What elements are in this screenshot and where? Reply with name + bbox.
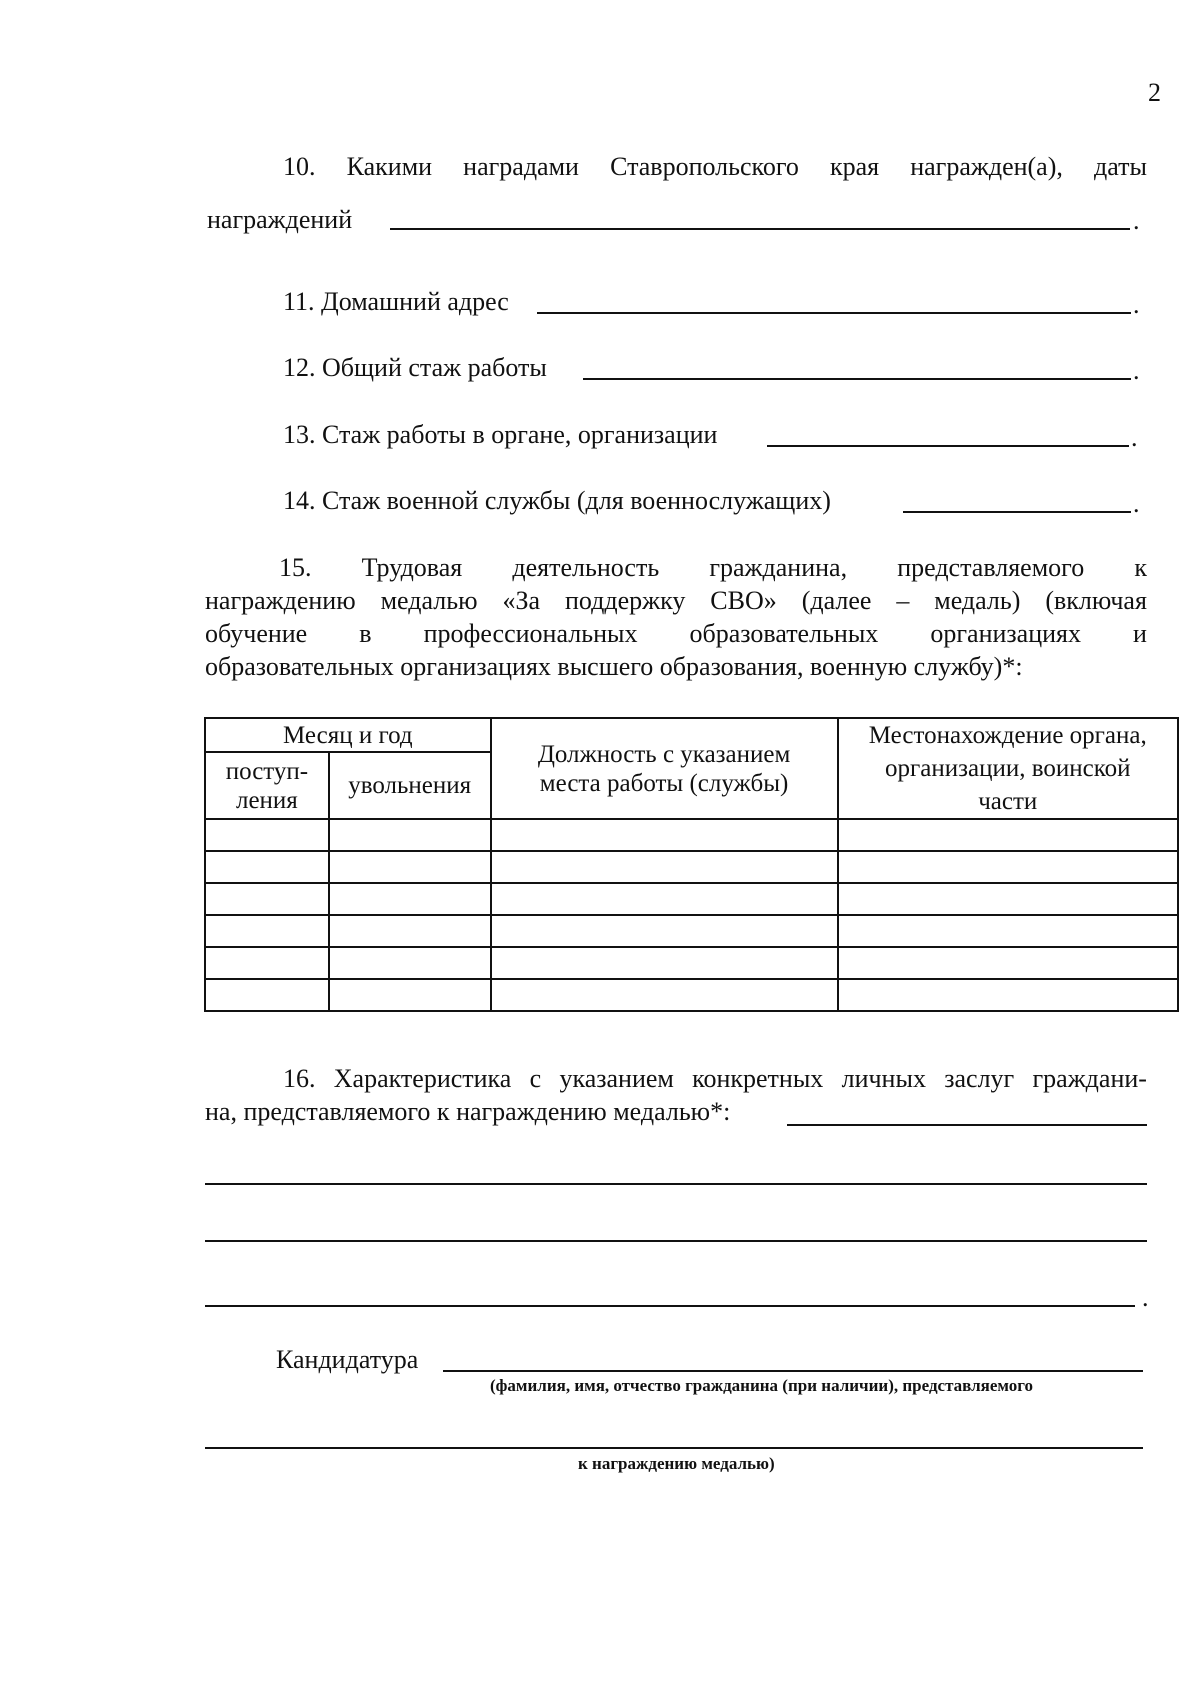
item10-blank[interactable] <box>390 228 1130 230</box>
table-header-row-1 <box>205 718 1178 752</box>
table-cell[interactable] <box>329 819 491 851</box>
item10-word: награжден(а), <box>910 152 1063 181</box>
item16-word: конкретных <box>692 1064 824 1093</box>
table-cell[interactable] <box>205 915 329 947</box>
table-cell[interactable] <box>205 947 329 979</box>
item13-dot: . <box>1131 423 1138 452</box>
table-cell[interactable] <box>491 819 838 851</box>
item15-l2-word: награждению <box>205 586 356 615</box>
item15-l3-word: обучение <box>205 619 308 648</box>
item15-line4: образовательных организациях высшего образования, военную службу)*: <box>205 652 1023 681</box>
table-cell[interactable] <box>205 851 329 883</box>
item10-dot: . <box>1133 206 1140 235</box>
item10-line1 <box>283 152 1147 182</box>
item11-dot: . <box>1133 290 1140 319</box>
item15-line2 <box>205 584 1147 617</box>
candidate-blank-2[interactable] <box>205 1447 1143 1449</box>
item16-word: указанием <box>559 1064 674 1093</box>
item15-l3-word: образовательных <box>689 619 879 648</box>
item15-l2-word: медаль) <box>934 586 1021 615</box>
table-cell[interactable] <box>491 851 838 883</box>
item15-l1-word: к <box>1134 553 1147 582</box>
item15-l1-word: представляемого <box>897 553 1085 582</box>
table-cell[interactable] <box>329 883 491 915</box>
table-cell[interactable] <box>329 915 491 947</box>
item15-l1-word: гражданина, <box>709 553 848 582</box>
item16-label: на, представляемого к награждению медалью*: <box>205 1097 731 1126</box>
item15-l2-word: (далее <box>801 586 872 615</box>
item16-word: граждани- <box>1032 1064 1147 1093</box>
table-cell[interactable] <box>329 851 491 883</box>
table-cell[interactable] <box>491 883 838 915</box>
table-cell[interactable] <box>838 851 1178 883</box>
header-admission: поступ- ления <box>205 752 329 819</box>
table-cell[interactable] <box>329 947 491 979</box>
table-cell[interactable] <box>329 979 491 1011</box>
item15-l2-word: медалью <box>380 586 478 615</box>
item16-blank-3[interactable] <box>205 1240 1147 1242</box>
header-position: Должность с указанием места работы (службы) <box>491 718 838 819</box>
header-month-year: Месяц и год <box>205 718 491 752</box>
item15-line1 <box>205 551 1147 584</box>
header-location: Местонахождение органа, организации, воинской части <box>838 718 1178 819</box>
item16-word: Характеристика <box>333 1064 512 1093</box>
item16-word: заслуг <box>944 1064 1015 1093</box>
item10-word: края <box>829 152 880 181</box>
item15-l1-word: деятельность <box>512 553 660 582</box>
candidate-blank-1[interactable] <box>443 1370 1143 1372</box>
table-cell[interactable] <box>838 883 1178 915</box>
item12-blank[interactable] <box>583 378 1131 380</box>
item10-label: награждений <box>207 205 353 234</box>
item15-l1-word: Трудовая <box>361 553 463 582</box>
table-row <box>205 947 1178 979</box>
item15-l2-word: – <box>896 586 910 615</box>
table-row <box>205 851 1178 883</box>
table-cell[interactable] <box>838 819 1178 851</box>
item15-paragraph <box>205 551 1147 683</box>
item16-word: с <box>529 1064 542 1093</box>
item10-word: даты <box>1094 152 1147 181</box>
item15-l2-word: поддержку <box>564 586 686 615</box>
item15-l3-word: и <box>1133 619 1147 648</box>
page-number: 2 <box>1148 78 1161 107</box>
item15-line3 <box>205 617 1147 650</box>
item15-l3-word: профессиональных <box>423 619 638 648</box>
table-cell[interactable] <box>491 947 838 979</box>
item15-l2-word: (включая <box>1045 586 1147 615</box>
table-cell[interactable] <box>491 915 838 947</box>
item16-line1 <box>283 1064 1147 1094</box>
table-cell[interactable] <box>205 979 329 1011</box>
item15-l2-word: «За <box>502 586 541 615</box>
table-row <box>205 979 1178 1011</box>
item12-dot: . <box>1133 356 1140 385</box>
table-row <box>205 819 1178 851</box>
table-row <box>205 883 1178 915</box>
item15-l3-word: в <box>359 619 372 648</box>
item10-word: наградами <box>463 152 579 181</box>
item13-label: 13. Стаж работы в органе, организации <box>283 420 718 449</box>
header-dismissal: увольнения <box>329 752 491 819</box>
item15-l2-word: СВО» <box>710 586 777 615</box>
table-row <box>205 915 1178 947</box>
item13-blank[interactable] <box>767 445 1129 447</box>
item16-dot: . <box>1142 1283 1149 1312</box>
table-cell[interactable] <box>838 979 1178 1011</box>
table-cell[interactable] <box>205 883 329 915</box>
item11-label: 11. Домашний адрес <box>283 287 509 316</box>
candidate-caption-2: к награждению медалью) <box>578 1454 775 1473</box>
item14-blank[interactable] <box>903 511 1131 513</box>
item16-word: 16. <box>283 1064 316 1093</box>
item14-dot: . <box>1133 489 1140 518</box>
item16-blank-2[interactable] <box>205 1183 1147 1185</box>
item16-blank-1[interactable] <box>787 1124 1147 1126</box>
item14-label: 14. Стаж военной службы (для военнослужащих) <box>283 486 831 515</box>
item16-word: личных <box>841 1064 926 1093</box>
table-cell[interactable] <box>491 979 838 1011</box>
item10-word: Какими <box>346 152 433 181</box>
item15-l1-word: 15. <box>279 553 312 582</box>
item16-blank-4[interactable] <box>205 1305 1135 1307</box>
item12-label: 12. Общий стаж работы <box>283 353 547 382</box>
item15-l3-word: организациях <box>930 619 1081 648</box>
table-cell[interactable] <box>838 947 1178 979</box>
item10-word: Ставропольского <box>610 152 799 181</box>
item11-blank[interactable] <box>537 312 1131 314</box>
work-history-table <box>204 717 1179 1012</box>
candidate-caption-1: (фамилия, имя, отчество гражданина (при наличии), представляемого <box>490 1376 1034 1395</box>
candidate-label: Кандидатура <box>276 1345 419 1374</box>
table-cell[interactable] <box>838 915 1178 947</box>
table-cell[interactable] <box>205 819 329 851</box>
item10-word: 10. <box>283 152 316 181</box>
